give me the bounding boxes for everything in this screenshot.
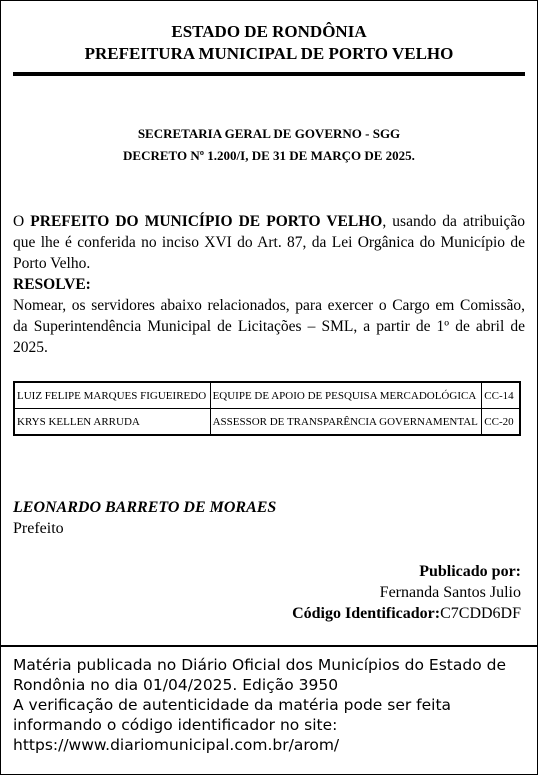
state-name: ESTADO DE RONDÔNIA (171, 22, 367, 41)
appointments-table (13, 381, 521, 436)
identifier-line (292, 603, 521, 624)
identifier-label: Código Identificador: (292, 605, 441, 622)
decree-body (13, 211, 525, 358)
employee-name: KRYS KELLEN ARRUDA (14, 409, 210, 436)
intro-bold: PREFEITO DO MUNICÍPIO DE PORTO VELHO (30, 213, 383, 230)
position-code: CC-20 (482, 409, 520, 436)
verification-note: A verificação de autenticidade da matéria pode ser feita informando o código identificador no site: (13, 696, 452, 734)
intro-rest: , usando da atribuição que lhe é conferida no inciso XVI do Art. 87, da Lei Orgânica do Município de Porto Velho. (13, 213, 525, 272)
publisher-name: Fernanda Santos Julio (379, 584, 521, 601)
signature-block (13, 497, 276, 539)
decree-title: DECRETO Nº 1.200/I, DE 31 DE MARÇO DE 2025. (123, 148, 415, 163)
table-row (14, 409, 520, 436)
intro-paragraph (13, 211, 525, 274)
intro-prefix: O (13, 213, 31, 230)
table-row (14, 382, 520, 409)
signatory-title: Prefeito (13, 520, 64, 537)
footer-divider (1, 645, 537, 647)
decree-heading (1, 123, 537, 167)
department-name: SECRETARIA GERAL DE GOVERNO - SGG (137, 126, 401, 141)
employee-name: LUIZ FELIPE MARQUES FIGUEIREDO (14, 382, 210, 409)
prefecture-name: PREFEITURA MUNICIPAL DE PORTO VELHO (84, 44, 454, 63)
document-header (1, 1, 537, 65)
publication-block (292, 561, 521, 624)
identifier-code: C7CDD6DF (440, 605, 521, 622)
publication-note: Matéria publicada no Diário Oficial dos Municípios do Estado de Rondônia no dia 01/04/2025. Edição 3950 (13, 656, 507, 694)
employee-role: ASSESSOR DE TRANSPARÊNCIA GOVERNAMENTAL (210, 409, 482, 436)
employee-role: EQUIPE DE APOIO DE PESQUISA MERCADOLÓGICA (210, 382, 482, 409)
published-by-label: Publicado por: (419, 563, 521, 580)
signatory-name: LEONARDO BARRETO DE MORAES (13, 499, 277, 516)
resolve-label: RESOLVE: (13, 276, 91, 293)
verification-url[interactable]: https://www.diariomunicipal.com.br/arom/ (13, 736, 340, 754)
header-divider (13, 72, 525, 76)
resolution-text: Nomear, os servidores abaixo relacionados, para exercer o Cargo em Comissão, da Superintendência Municipal de Licitações – SML, a partir de 1º de abril de 2025. (13, 297, 525, 356)
document-footer (13, 655, 525, 755)
position-code: CC-14 (482, 382, 520, 409)
